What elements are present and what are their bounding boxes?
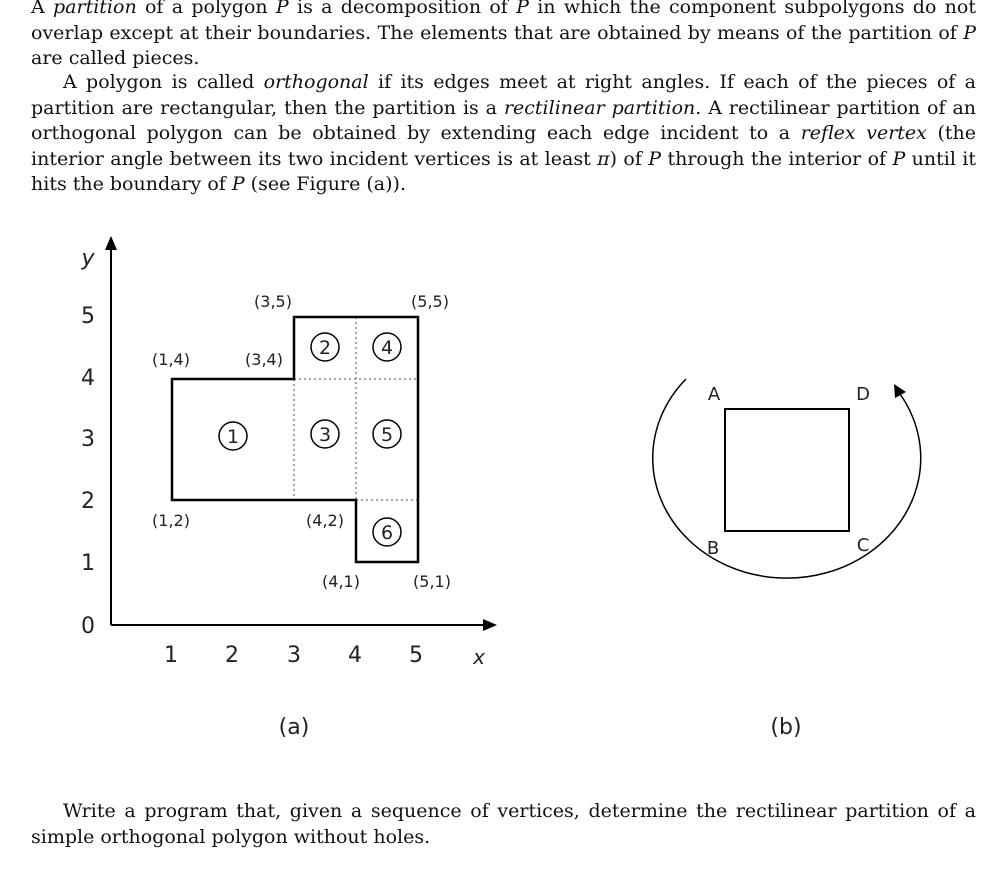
square bbox=[725, 409, 849, 531]
y-axis-label: y bbox=[81, 246, 95, 271]
intro-paragraph: A partition of a polygon P is a decomposition of P in which the component subpolygons do not overlap except at their boundaries. The elements that are obtained by means of the partition of P are called pieces. bbox=[31, 0, 976, 69]
arc-arrowhead-icon bbox=[894, 384, 906, 398]
piece-label: 6 bbox=[380, 522, 394, 544]
vertex-label: (5,1) bbox=[413, 572, 451, 591]
y-tick: 2 bbox=[81, 489, 95, 514]
vertex-label: (5,5) bbox=[411, 292, 449, 311]
vertex-label: (4,2) bbox=[306, 511, 344, 530]
piece-label: 3 bbox=[318, 424, 332, 446]
x-tick: 4 bbox=[348, 643, 362, 668]
corner-label-c: C bbox=[856, 535, 870, 556]
corner-label-b: B bbox=[706, 538, 720, 559]
y-axis-arrow-icon bbox=[105, 236, 117, 250]
vertex-label: (3,5) bbox=[254, 292, 292, 311]
x-tick: 3 bbox=[287, 643, 301, 668]
vertex-label: (1,4) bbox=[152, 350, 190, 369]
x-tick: 5 bbox=[409, 643, 423, 668]
y-tick: 0 bbox=[81, 614, 95, 639]
y-tick: 5 bbox=[81, 304, 95, 329]
vertex-label: (4,1) bbox=[322, 572, 360, 591]
figure-b-caption: (b) bbox=[770, 715, 802, 740]
figure-b bbox=[653, 379, 921, 578]
x-tick: 2 bbox=[225, 643, 239, 668]
x-tick: 1 bbox=[164, 643, 178, 668]
vertex-label: (3,4) bbox=[245, 350, 283, 369]
vertex-label: (1,2) bbox=[152, 511, 190, 530]
piece-label: 1 bbox=[226, 426, 240, 448]
task-paragraph: Write a program that, given a sequence of vertices, determine the rectilinear partition of a simple orthogonal polygon without holes. bbox=[31, 800, 976, 848]
corner-label-a: A bbox=[707, 384, 721, 405]
figure-a-caption: (a) bbox=[278, 715, 310, 740]
piece-label: 2 bbox=[318, 337, 332, 359]
y-tick: 4 bbox=[81, 366, 95, 391]
y-tick: 3 bbox=[81, 427, 95, 452]
y-tick: 1 bbox=[81, 551, 95, 576]
piece-label: 5 bbox=[380, 424, 394, 446]
piece-label: 4 bbox=[380, 337, 394, 359]
x-axis-label: x bbox=[473, 645, 485, 669]
x-axis-arrow-icon bbox=[483, 619, 497, 631]
definition-paragraph: A polygon is called orthogonal if its edges meet at right angles. If each of the pieces of a partition are rectangular, then the partition is a rectilinear partition. A rectilinear partition of an orthogonal polygon can be obtained by extending each edge incident to a reflex vertex (the interior angle between its two incident vertices is at least π) of P through the interior of P until it hits the boundary of P (see Figure (a)). bbox=[31, 71, 977, 195]
corner-label-d: D bbox=[856, 384, 870, 405]
